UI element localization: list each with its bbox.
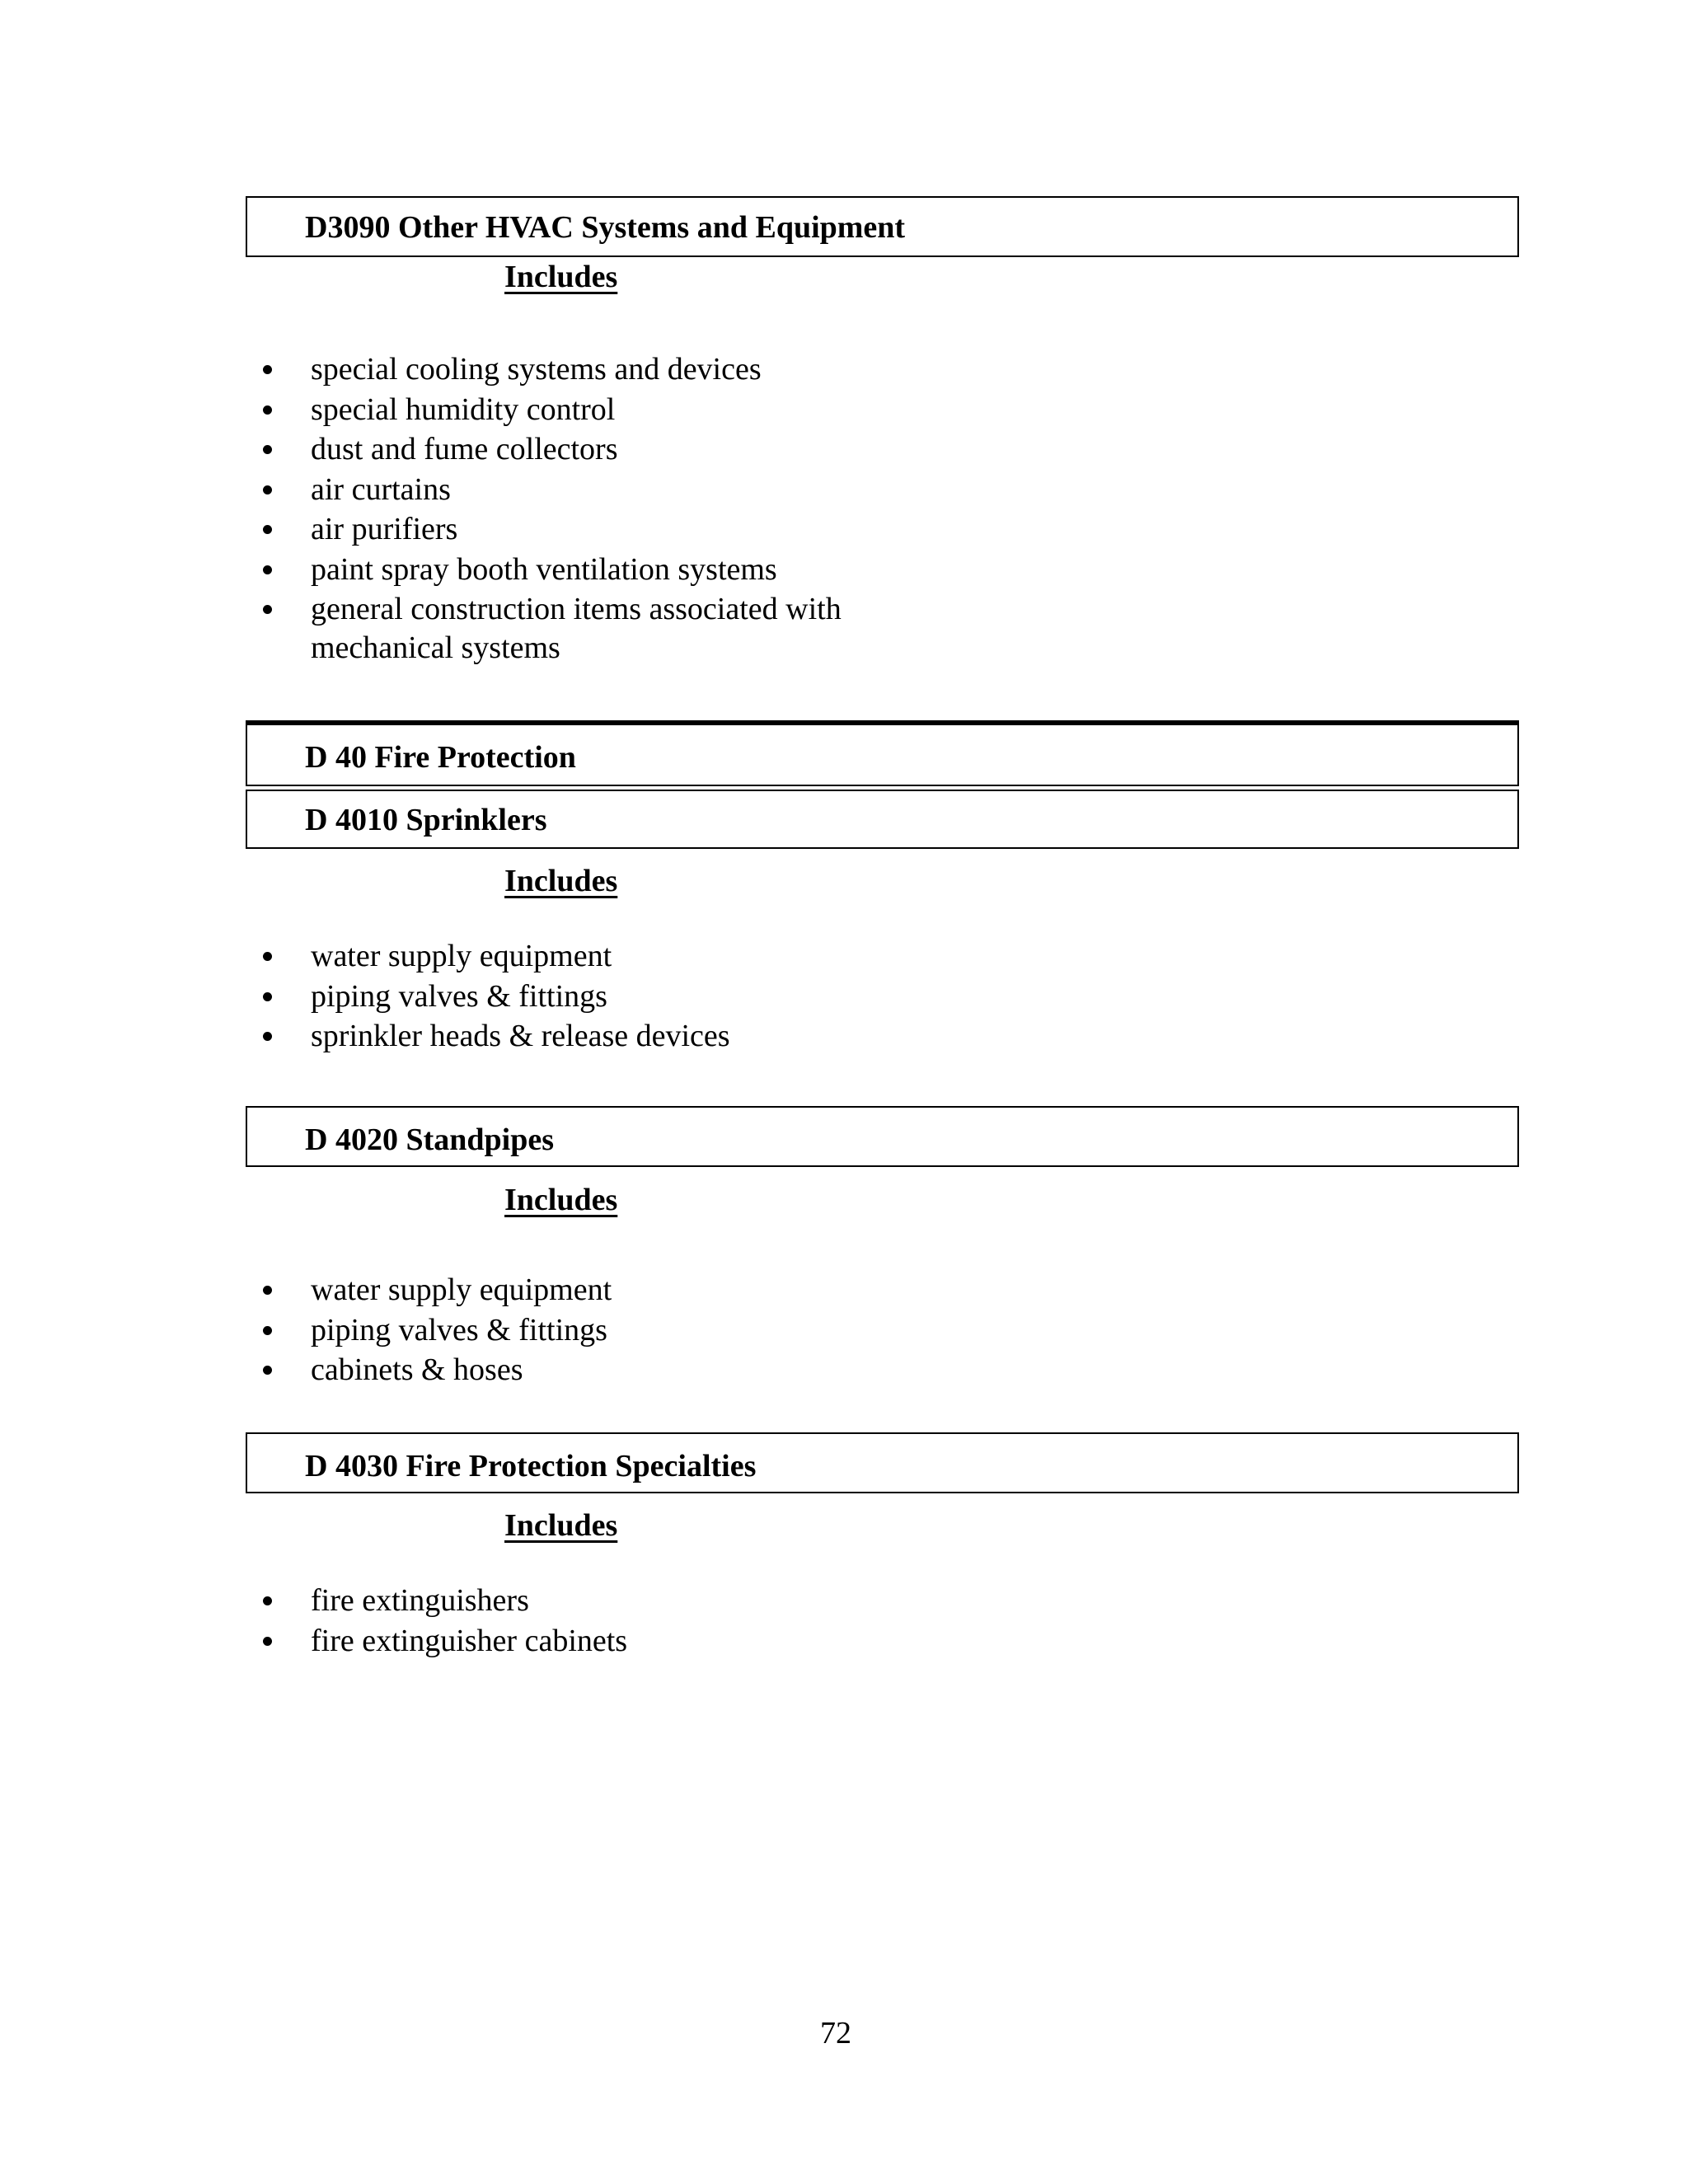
list-item: fire extinguishers (0, 1581, 627, 1621)
bullet-icon (263, 565, 272, 574)
list-item: piping valves & fittings (0, 977, 730, 1017)
bullet-icon (263, 365, 272, 374)
bullet-icon (263, 525, 272, 534)
bullet-icon (263, 952, 272, 961)
section-header-d4010 (246, 790, 1519, 849)
list-item: special humidity control (0, 390, 842, 430)
bullet-icon (263, 485, 272, 494)
list-item: paint spray booth ventilation systems (0, 550, 842, 590)
section-header-d40 (246, 720, 1519, 786)
bullet-icon (263, 1596, 272, 1605)
bullet-list-d4030 (0, 1581, 627, 1661)
list-item-continuation: mechanical systems (311, 630, 560, 665)
section-header-d4020 (246, 1106, 1519, 1167)
list-item: air purifiers (0, 509, 842, 550)
bullet-icon (263, 1326, 272, 1335)
section-header-d3090 (246, 196, 1519, 257)
list-item: general construction items associated with (0, 589, 842, 630)
bullet-icon (263, 992, 272, 1001)
bullet-icon (263, 1286, 272, 1295)
includes-heading-d3090: Includes (504, 260, 618, 294)
bullet-icon (263, 445, 272, 454)
bullet-icon (263, 405, 272, 415)
section-title-d3090: D3090 Other HVAC Systems and Equipment (305, 210, 906, 245)
list-item: special cooling systems and devices (0, 349, 842, 390)
includes-heading-d4020: Includes (504, 1183, 618, 1217)
includes-heading-d4010: Includes (504, 864, 618, 898)
bullet-list-d3090 (0, 349, 842, 666)
list-item: sprinkler heads & release devices (0, 1016, 730, 1057)
section-title-d4010: D 4010 Sprinklers (305, 803, 547, 837)
bullet-icon (263, 1032, 272, 1041)
page-number: 72 (820, 2016, 851, 2050)
list-item: water supply equipment (0, 936, 730, 977)
includes-heading-d4030: Includes (504, 1508, 618, 1543)
bullet-icon (263, 1366, 272, 1375)
bullet-icon (263, 1637, 272, 1646)
list-item: water supply equipment (0, 1270, 612, 1310)
section-header-d4030 (246, 1432, 1519, 1493)
section-title-d4020: D 4020 Standpipes (305, 1122, 554, 1157)
list-item: air curtains (0, 470, 842, 510)
list-item: piping valves & fittings (0, 1310, 612, 1351)
bullet-icon (263, 605, 272, 614)
list-item: dust and fume collectors (0, 429, 842, 470)
section-title-d4030: D 4030 Fire Protection Specialties (305, 1449, 757, 1483)
list-item: cabinets & hoses (0, 1350, 612, 1390)
section-title-d40: D 40 Fire Protection (305, 740, 576, 775)
list-item: fire extinguisher cabinets (0, 1621, 627, 1661)
bullet-list-d4010 (0, 936, 730, 1057)
bullet-list-d4020 (0, 1270, 612, 1390)
